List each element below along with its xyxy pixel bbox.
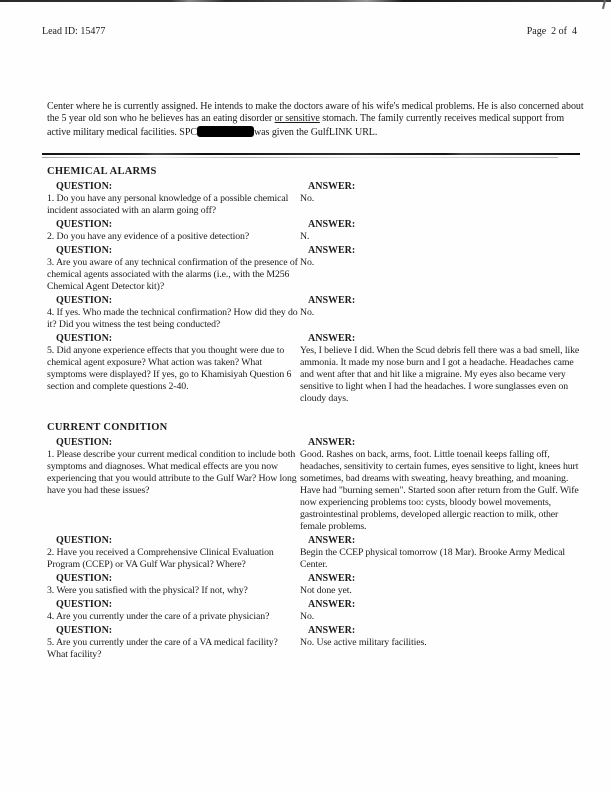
answer-text: Not done yet.	[300, 585, 352, 597]
question-label: QUESTION:	[56, 573, 113, 585]
answer-text: No.	[300, 611, 315, 623]
question-column	[47, 181, 300, 217]
answer-column	[300, 599, 580, 623]
section-title: CHEMICAL ALARMS	[47, 166, 157, 178]
answer-column	[300, 625, 580, 661]
answer-label: ANSWER:	[308, 245, 356, 257]
answer-label: ANSWER:	[308, 599, 356, 611]
question-label: QUESTION:	[56, 625, 113, 637]
question-label: QUESTION:	[56, 535, 113, 547]
answer-column	[300, 573, 580, 597]
qa-pair	[47, 295, 580, 331]
qa-pair	[47, 219, 580, 243]
question-text: 1. Please describe your current medical condition to include both symptoms and diagnoses. What medical effects are you now experiencing that you would attribute to the Gulf War? How long have you had these issues?	[47, 449, 297, 497]
qa-pair	[47, 625, 580, 661]
section	[47, 166, 580, 405]
answer-column	[300, 333, 580, 405]
qa-pair	[47, 535, 580, 571]
intro-text-3: was given the GulfLINK URL.	[253, 126, 378, 138]
intro-paragraph	[47, 101, 585, 139]
question-text: 4. Are you currently under the care of a private physician?	[47, 611, 270, 623]
intro-text-2: stomach. The family currently receives medical support from active military medical facilities. SPC	[47, 113, 565, 138]
question-label: QUESTION:	[56, 181, 113, 193]
question-label: QUESTION:	[56, 295, 113, 307]
redaction-bar	[197, 126, 254, 137]
answer-column	[300, 437, 580, 533]
answer-text: N.	[300, 231, 310, 243]
qa-pair	[47, 245, 580, 293]
question-label: QUESTION:	[56, 437, 113, 449]
answer-label: ANSWER:	[308, 181, 356, 193]
question-column	[47, 333, 300, 405]
question-column	[47, 625, 300, 661]
answer-text: Begin the CCEP physical tomorrow (18 Mar). Brooke Army Medical Center.	[300, 547, 565, 571]
answer-text: Yes, I believe I did. When the Scud debris fell there was a bad smell, like ammonia. It made my nose burn and I got a headache. Headaches came and went after that and hit like a migraine. My eyes also became very sensitive to light when I had the headaches. I wore sunglasses even on cloudy days.	[300, 345, 580, 405]
answer-column	[300, 245, 580, 293]
lead-id-label: Lead ID: 15477	[42, 26, 106, 37]
answer-label: ANSWER:	[308, 219, 356, 231]
page-header	[0, 0, 611, 37]
question-text: 1. Do you have any personal knowledge of a possible chemical incident associated with an alarm going off?	[47, 193, 289, 217]
qa-pair	[47, 599, 580, 623]
scan-edge-artifact	[0, 0, 611, 2]
question-label: QUESTION:	[56, 333, 113, 345]
divider-echo-line	[42, 157, 558, 158]
question-column	[47, 437, 300, 533]
answer-text: No.	[300, 257, 315, 269]
qa-pair	[47, 573, 580, 597]
divider-line	[42, 153, 580, 156]
answer-text: No.	[300, 307, 315, 319]
question-text: 2. Do you have any evidence of a positive detection?	[47, 231, 250, 243]
question-column	[47, 535, 300, 571]
question-text: 4. If yes. Who made the technical confirmation? How did they do it? Did you witness the test being conducted?	[47, 307, 298, 331]
answer-column	[300, 295, 580, 331]
section-divider	[42, 153, 580, 159]
answer-column	[300, 181, 580, 217]
qa-pair	[47, 437, 580, 533]
question-label: QUESTION:	[56, 219, 113, 231]
answer-column	[300, 535, 580, 571]
question-label: QUESTION:	[56, 599, 113, 611]
question-text: 3. Were you satisfied with the physical? If not, why?	[47, 585, 248, 597]
qa-pair	[47, 181, 580, 217]
section	[47, 422, 580, 661]
answer-label: ANSWER:	[308, 625, 356, 637]
answer-text: No. Use active military facilities.	[300, 637, 427, 649]
answer-text: No.	[300, 193, 315, 205]
page-number-label: Page 2 of 4	[526, 26, 577, 37]
answer-label: ANSWER:	[308, 437, 356, 449]
question-text: 3. Are you aware of any technical confirmation of the presence of chemical agents associated with the alarms (i.e., with the M256 Chemical Agent Detector kit)?	[47, 257, 298, 293]
answer-label: ANSWER:	[308, 573, 356, 585]
answer-label: ANSWER:	[308, 535, 356, 547]
sections	[0, 166, 611, 661]
question-column	[47, 599, 300, 623]
answer-text: Good. Rashes on back, arms, foot. Little toenail keeps falling off, headaches, sensitivity to certain fumes, eyes sensitive to light, knees hurt sometimes, bad dreams with sweating, heavy breathing, and moaning. Have had "burning semen". Started soon after return from the Gulf. Wife now experiencing problems too: cysts, bloody bowel movements, gastrointestinal problems, developed allergic reaction to milk, other female problems.	[300, 449, 579, 533]
intro-text-1: Center where he is currently assigned. He intends to make the doctors aware of his wife's medical problems. He is also concerned about the 5 year old son who he believes has an eating disorder	[47, 101, 584, 125]
question-column	[47, 573, 300, 597]
answer-label: ANSWER:	[308, 333, 356, 345]
answer-column	[300, 219, 580, 243]
question-text: 5. Are you currently under the care of a VA medical facility? What facility?	[47, 637, 278, 661]
qa-pair	[47, 333, 580, 405]
answer-label: ANSWER:	[308, 295, 356, 307]
question-text: 5. Did anyone experience effects that you thought were due to chemical agent exposure? What action was taken? What symptoms were displayed? If yes, go to Khamisiyah Question 6 section and complete questions 2-40.	[47, 345, 292, 393]
question-column	[47, 219, 300, 243]
question-label: QUESTION:	[56, 245, 113, 257]
question-column	[47, 245, 300, 293]
question-text: 2. Have you received a Comprehensive Clinical Evaluation Program (CCEP) or VA Gulf War physical? Where?	[47, 547, 274, 571]
question-column	[47, 295, 300, 331]
section-title: CURRENT CONDITION	[47, 422, 168, 434]
intro-underlined-text: or sensitive	[274, 113, 320, 125]
